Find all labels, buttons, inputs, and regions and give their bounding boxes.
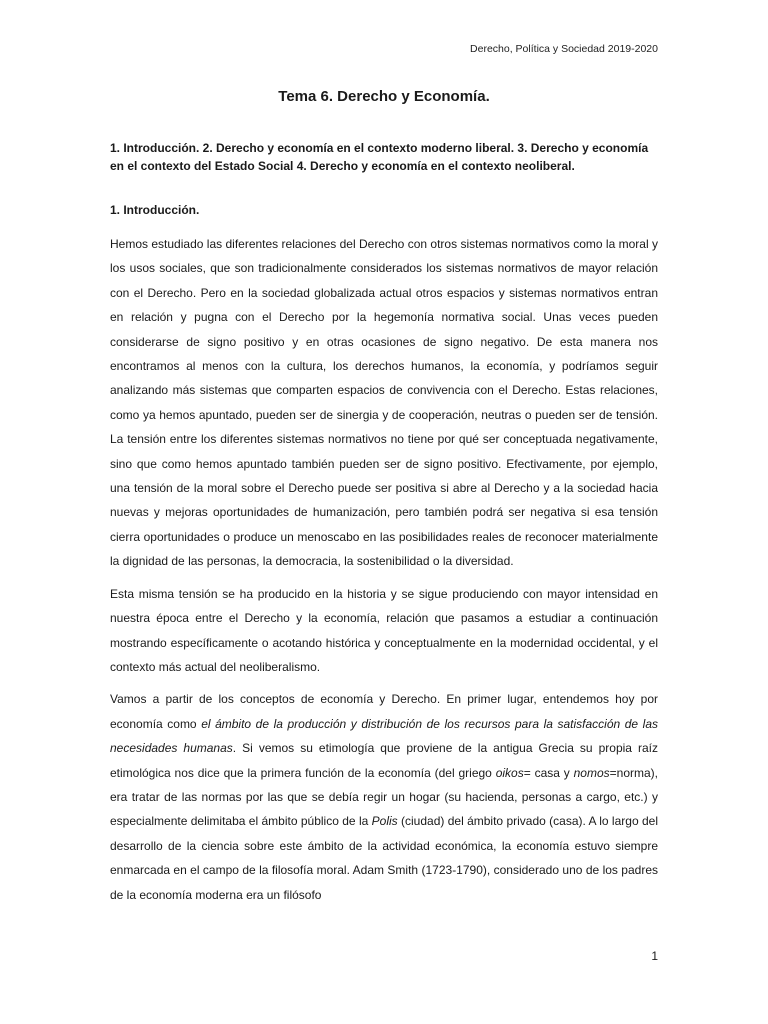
paragraph-3-italic-polis: Polis xyxy=(371,814,398,829)
paragraph-3-text: . Si vemos su etimología que proviene de la antigua Grecia su propia raíz etimológica nos dice que la primera función de la economía (del griego xyxy=(110,741,658,780)
page-number: 1 xyxy=(651,949,658,963)
paragraph-1: Hemos estudiado las diferentes relaciones del Derecho con otros sistemas normativos como la moral y los usos sociales, que son tradicionalmente considerados los sistemas normativos de mayor relación con el Derecho. Pero en la sociedad globalizada actual otros espacios y sistemas normativos entran en relación y pugna con el Derecho por la hegemonía normativa social. Unas veces pueden considerarse de signo positivo y en otras ocasiones de signo negativo. De esta manera nos encontramos al menos con la cultura, los derechos humanos, la economía, y podríamos seguir analizando más sistemas que comparten espacios de convivencia con el Derecho. Estas relaciones, como ya hemos apuntado, pueden ser de sinergia y de cooperación, neutras o pueden ser de tensión. La tensión entre los diferentes sistemas normativos no tiene por qué ser conceptuada negativamente, sino que como hemos apuntado también pueden ser de signo positivo. Efectivamente, por ejemplo, una tensión de la moral sobre el Derecho puede ser positiva si abre al Derecho y a la sociedad hacia nuevas y mejoras oportunidades de humanización, pero también podrá ser negativa si esa tensión cierra oportunidades o produce un menoscabo en las posibilidades reales de reconocer materialmente la dignidad de las personas, la democracia, la sostenibilidad o la diversidad. xyxy=(110,237,658,569)
paragraph-3 xyxy=(110,687,658,907)
document-title: Tema 6. Derecho y Economía. xyxy=(278,88,490,105)
body-text xyxy=(110,232,658,915)
paragraph-3-text: (ciudad) del ámbito privado (casa). A lo largo del desarrollo de la ciencia sobre este ámbito de la actividad económica, la economía estuvo siempre enmarcada en el campo de la filosofía moral. Adam Smith (1723-1790), considerado uno de los padres de la economía moderna era un filósofo xyxy=(110,814,658,902)
paragraph-3-italic-nomos: nomos xyxy=(573,765,610,780)
section-heading: 1. Introducción. xyxy=(110,203,200,217)
paragraph-3-text: = casa y xyxy=(523,765,574,780)
paragraph-2: Esta misma tensión se ha producido en la historia y se sigue produciendo con mayor intensidad en nuestra época entre el Derecho y la economía, relación que pasamos a estudiar a continuación mostrando específicamente o acotando histórica y conceptualmente en la modernidad occidental, y el contexto más actual del neoliberalismo. xyxy=(110,586,658,674)
running-header: Derecho, Política y Sociedad 2019-2020 xyxy=(470,43,658,55)
paragraph-3-text: Vamos a partir de los conceptos de economía y Derecho. En primer lugar, entendemos hoy por economía como xyxy=(110,692,658,731)
paragraph-3-text: =norma), era tratar de las normas por las que se debía regir un hogar (su hacienda, personas a cargo, etc.) y especialmente delimitaba el ámbito público de la xyxy=(110,765,659,829)
topic-summary: 1. Introducción. 2. Derecho y economía en el contexto moderno liberal. 3. Derecho y economía en el contexto del Estado Social 4. Derecho y economía en el contexto neoliberal. xyxy=(110,141,649,173)
paragraph-3-italic-oikos: oikos xyxy=(495,765,524,780)
paragraph-3-italic-definition: el ámbito de la producción y distribución de los recursos para la satisfacción de las necesidades humanas xyxy=(110,716,658,756)
